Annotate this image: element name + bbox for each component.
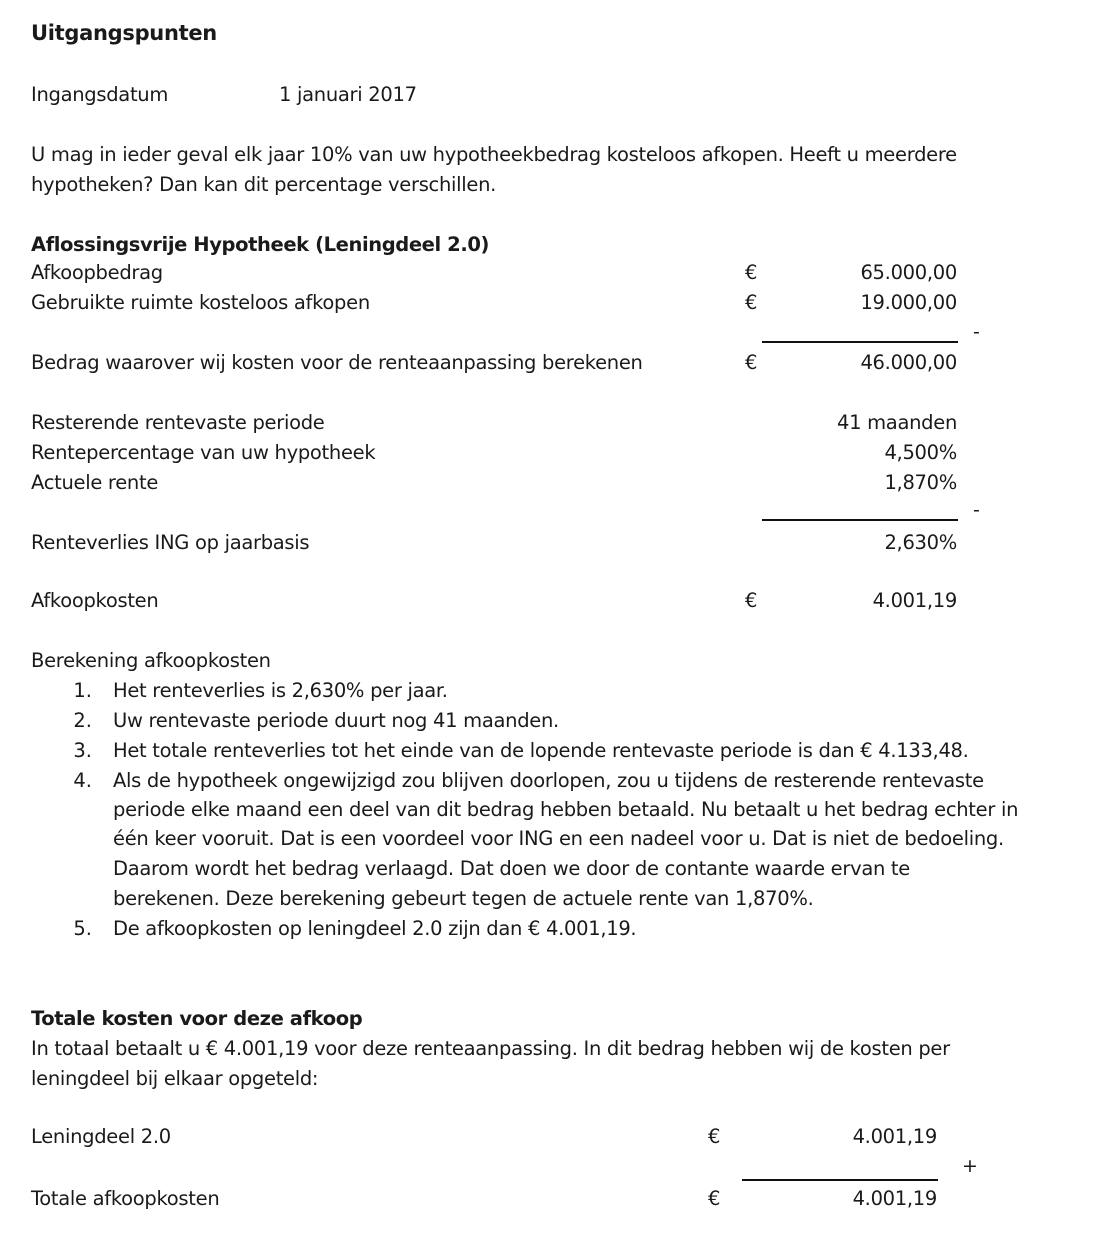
leningdeel-value: 4.001,19	[852, 1125, 937, 1148]
step-text: De afkoopkosten op leningdeel 2.0 zijn dan € 4.001,19.	[113, 917, 637, 940]
step-text: Daarom wordt het bedrag verlaagd. Dat doen we door de contante waarde ervan te	[113, 857, 910, 880]
step-text: Het totale renteverlies tot het einde van de lopende rentevaste periode is dan € 4.133,48.	[113, 739, 969, 762]
subtotal-value: 46.000,00	[860, 351, 957, 374]
subtract-operator: -	[973, 499, 980, 521]
subtotal-label: Bedrag waarover wij kosten voor de renteaanpassing berekenen	[31, 351, 643, 374]
intro-line-2: hypotheken? Dan kan dit percentage verschillen.	[31, 173, 497, 196]
actuele-rente-label: Actuele rente	[31, 471, 159, 494]
ingangsdatum-label: Ingangsdatum	[31, 83, 169, 106]
kosteloos-label: Gebruikte ruimte kosteloos afkopen	[31, 291, 370, 314]
euro-sign: €	[745, 351, 758, 374]
actuele-rente-value: 1,870%	[884, 471, 957, 494]
afkoopbedrag-value: 65.000,00	[860, 261, 957, 284]
total-label: Totale afkoopkosten	[31, 1187, 220, 1210]
step-number: 4.	[73, 769, 92, 792]
subtotal-rule	[762, 341, 958, 343]
leningdeel-label: Leningdeel 2.0	[31, 1125, 171, 1148]
subtract-operator: -	[973, 321, 980, 343]
rentepercentage-value: 4,500%	[884, 441, 957, 464]
rate-rule	[762, 519, 958, 521]
afkoopkosten-label: Afkoopkosten	[31, 589, 159, 612]
step-number: 2.	[73, 709, 92, 732]
step-text: periode elke maand een deel van dit bedrag hebben betaald. Nu betaalt u het bedrag echter in	[113, 798, 1019, 821]
rentepercentage-label: Rentepercentage van uw hypotheek	[31, 441, 376, 464]
step-number: 5.	[73, 917, 92, 940]
euro-sign: €	[708, 1187, 721, 1210]
total-value: 4.001,19	[852, 1187, 937, 1210]
afkoopbedrag-label: Afkoopbedrag	[31, 261, 163, 284]
calculation-heading: Berekening afkoopkosten	[31, 649, 271, 672]
step-number: 1.	[73, 679, 92, 702]
page-title: Uitgangspunten	[31, 21, 217, 45]
rentevaste-periode-label: Resterende rentevaste periode	[31, 411, 325, 434]
totals-text-line-2: leningdeel bij elkaar opgeteld:	[31, 1067, 319, 1090]
intro-line-1: U mag in ieder geval elk jaar 10% van uw hypotheekbedrag kosteloos afkopen. Heeft u meerdere	[31, 143, 957, 166]
euro-sign: €	[745, 261, 758, 284]
step-text: Uw rentevaste periode duurt nog 41 maanden.	[113, 709, 559, 732]
step-number: 3.	[73, 739, 92, 762]
ingangsdatum-value: 1 januari 2017	[279, 83, 417, 106]
renteverlies-value: 2,630%	[884, 531, 957, 554]
step-text: één keer vooruit. Dat is een voordeel voor ING en een nadeel voor u. Dat is niet de bedoeling.	[113, 827, 1004, 850]
renteverlies-label: Renteverlies ING op jaarbasis	[31, 531, 310, 554]
step-text: Het renteverlies is 2,630% per jaar.	[113, 679, 448, 702]
step-text: berekenen. Deze berekening gebeurt tegen de actuele rente van 1,870%.	[113, 887, 814, 910]
euro-sign: €	[745, 291, 758, 314]
kosteloos-value: 19.000,00	[860, 291, 957, 314]
euro-sign: €	[745, 589, 758, 612]
totals-heading: Totale kosten voor deze afkoop	[31, 1007, 363, 1030]
euro-sign: €	[708, 1125, 721, 1148]
rentevaste-periode-value: 41 maanden	[837, 411, 957, 434]
totals-text-line-1: In totaal betaalt u € 4.001,19 voor deze renteaanpassing. In dit bedrag hebben wij de kosten per	[31, 1037, 950, 1060]
afkoopkosten-value: 4.001,19	[872, 589, 957, 612]
add-operator: +	[962, 1155, 978, 1177]
loan-heading: Aflossingsvrije Hypotheek (Leningdeel 2.0)	[31, 233, 490, 256]
total-rule	[742, 1179, 938, 1181]
step-text: Als de hypotheek ongewijzigd zou blijven doorlopen, zou u tijdens de resterende rentevaste	[113, 769, 984, 792]
